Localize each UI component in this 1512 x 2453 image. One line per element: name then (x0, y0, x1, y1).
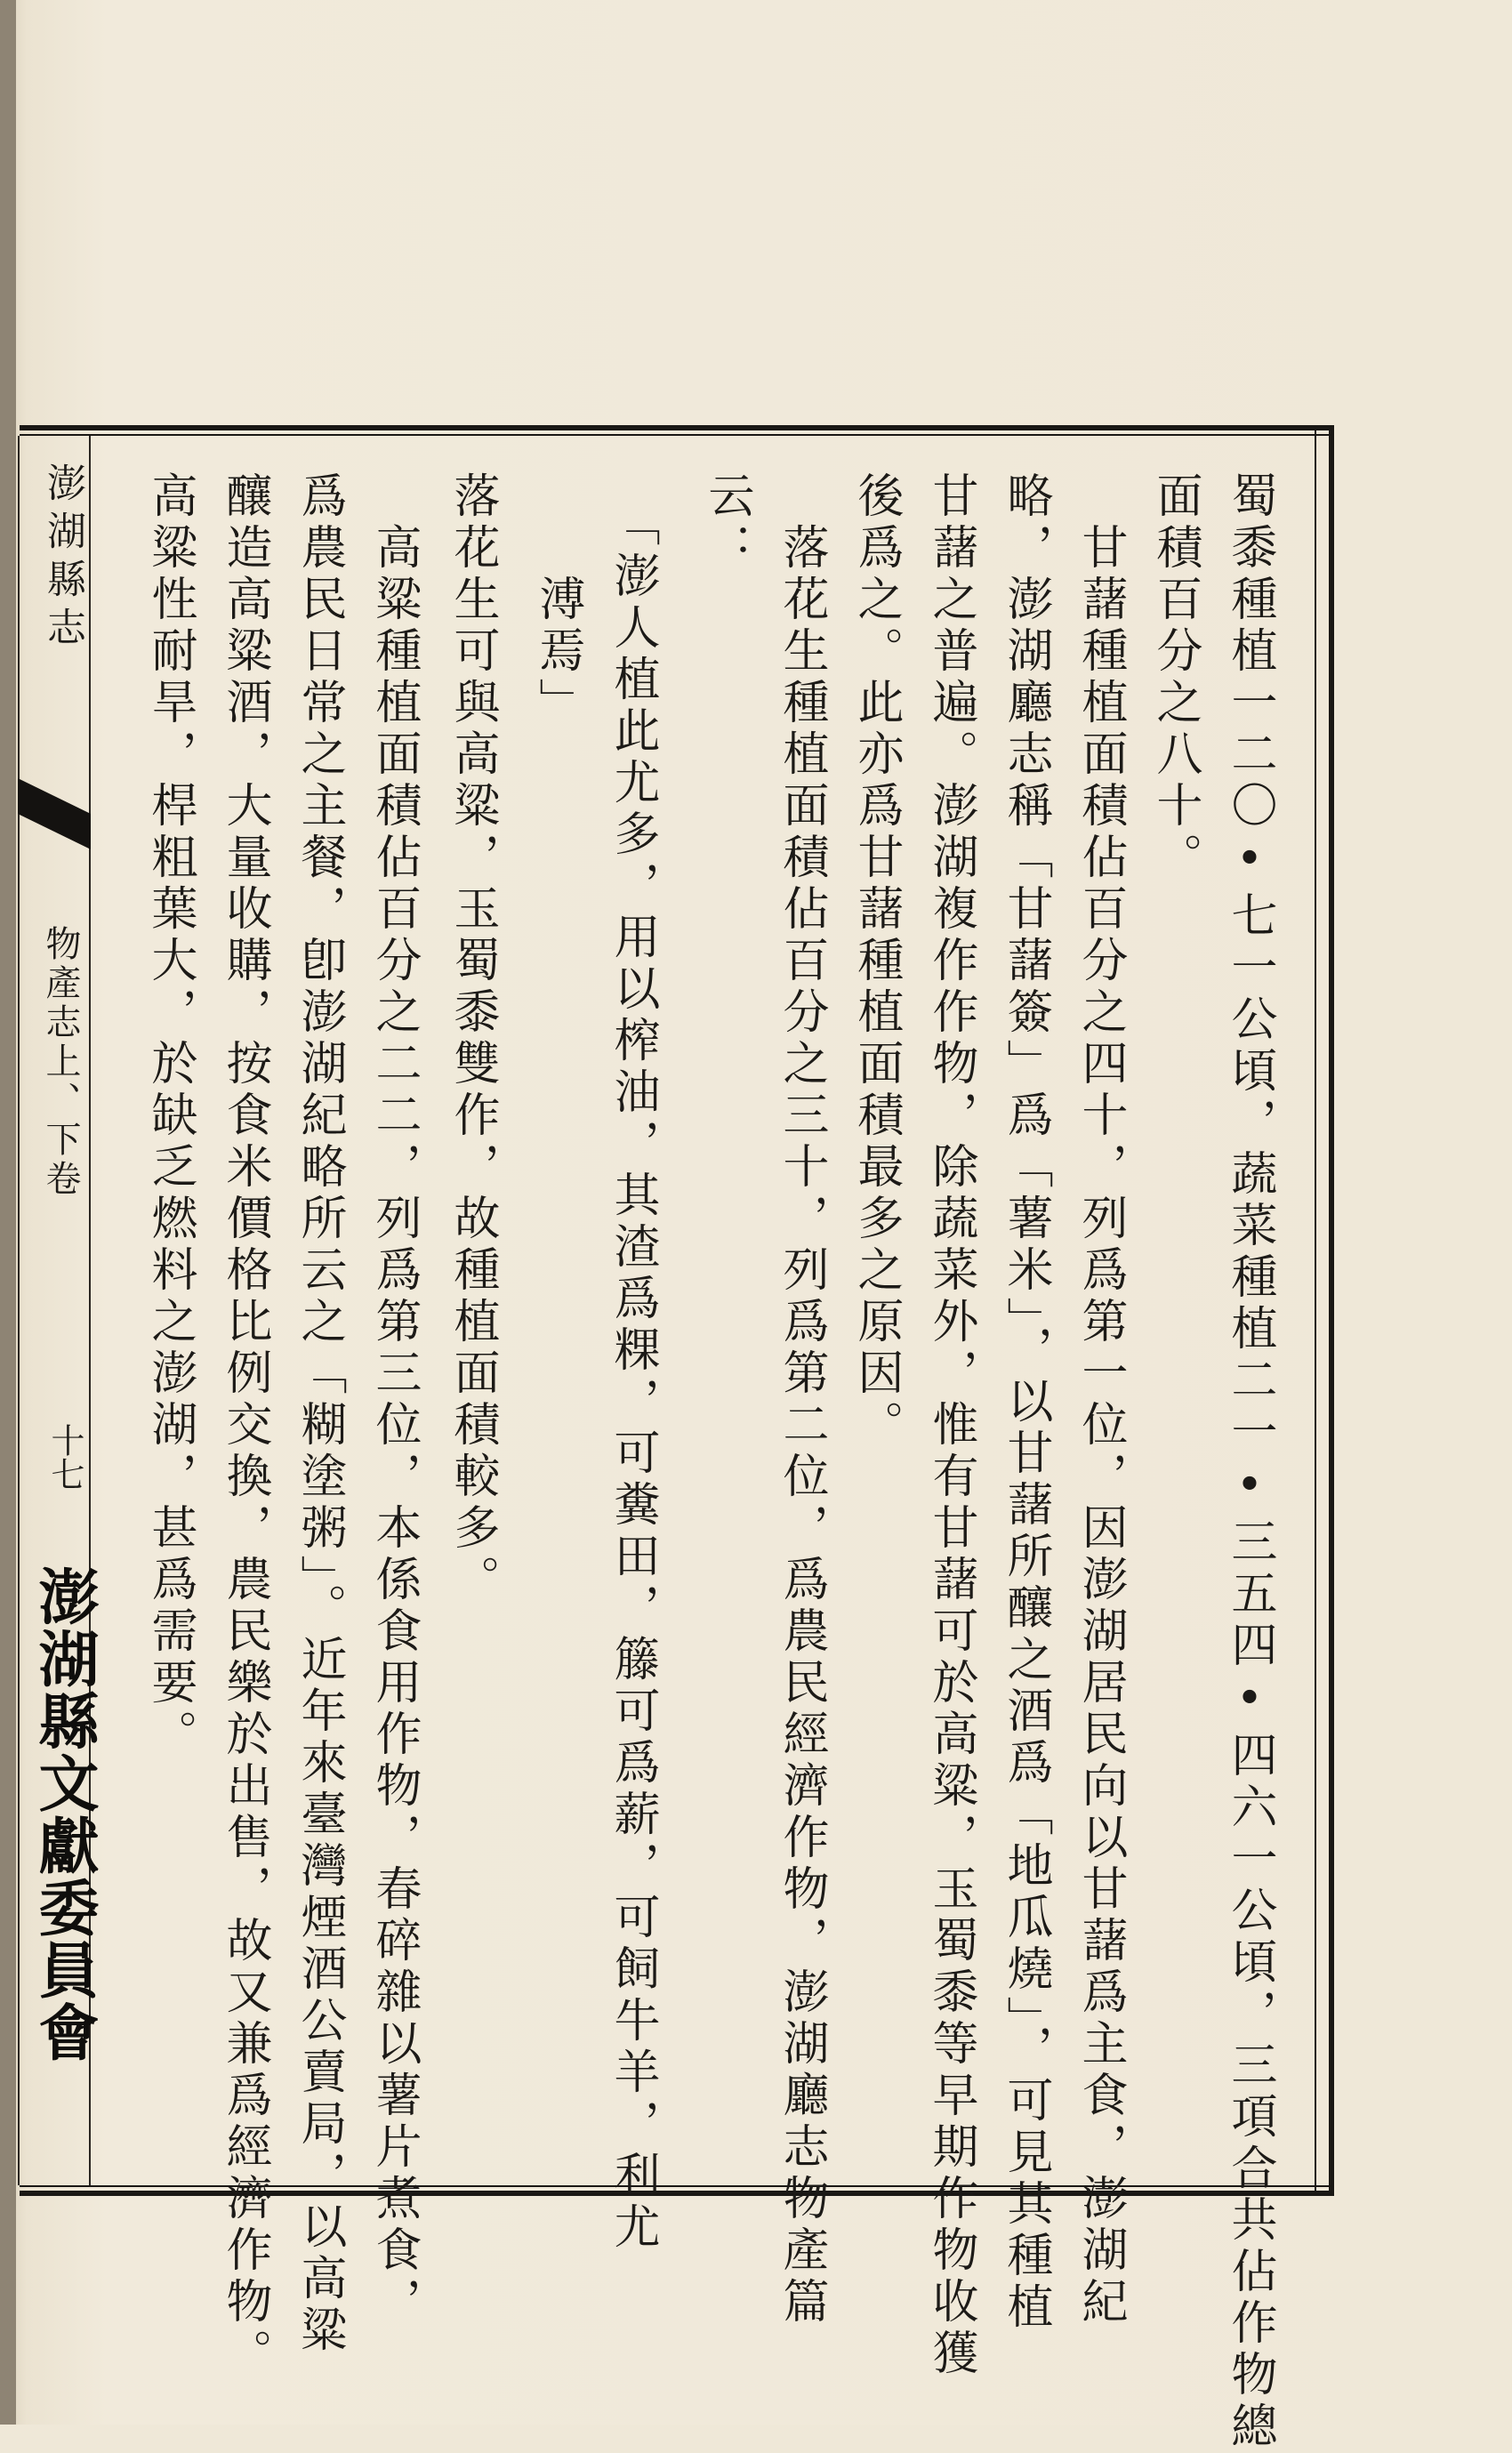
body-column-11: 落花生可與高粱，玉蜀黍雙作，故種植面積較多。 (446, 471, 499, 1606)
body-column-4: 略，澎湖廳志稱「甘藷簽」爲「薯米」，以甘藷所釀之酒爲「地瓜燒」，可見其種植 (999, 471, 1052, 2334)
body-column-15: 高粱性耐旱，桿粗葉大，於缺乏燃料之澎湖，甚爲需要。 (143, 471, 197, 1761)
frame-top-border (20, 425, 1334, 436)
body-column-3: 甘藷種植面積佔百分之四十，列爲第一位，因澎湖居民向以甘藷爲主食，澎湖紀 (1074, 471, 1127, 2328)
body-column-13: 爲農民日常之主餐，卽澎湖紀略所云之「糊塗粥」。近年來臺灣煙酒公賣局，以高粱 (293, 471, 346, 2357)
margin-publisher: 澎湖縣文獻委員會 (28, 1565, 100, 2063)
body-column-12: 高粱種植面積佔百分之二二，列爲第三位，本係食用作物，春碎雜以薯片煮食， (367, 471, 421, 2328)
margin-section-title: 物產志上、下卷 (40, 925, 81, 1199)
body-column-14: 釀造高粱酒，大量收購，按食米價格比例交換，農民樂於出售，故又兼爲經濟作物。 (218, 471, 271, 2380)
margin-book-title: 澎湖縣志 (40, 462, 85, 655)
body-column-5: 甘藷之普遍。澎湖複作作物，除蔬菜外，惟有甘藷可於高粱，玉蜀黍等早期作物收獲 (924, 471, 977, 2380)
margin-column-outer-rule (18, 436, 20, 2185)
body-column-7: 落花生種植面積佔百分之三十，列爲第二位，爲農民經濟作物，澎湖廳志物產篇 (775, 471, 828, 2328)
body-column-8: 云： (700, 471, 753, 575)
body-column-1: 蜀黍種植一二〇•七一公頃，蔬菜種植二一•三五四•四六一公頃，三項合共佔作物總 (1223, 471, 1276, 2453)
body-column-2: 面積百分之八十。 (1148, 471, 1202, 884)
body-column-6: 後爲之。此亦爲甘藷種植面積最多之原因。 (849, 471, 903, 1452)
frame-right-border (1315, 425, 1334, 2196)
margin-page-number: 十七 (45, 1423, 84, 1491)
fish-tail-ornament-icon (18, 778, 91, 849)
body-column-10: 溥焉」 (531, 471, 584, 729)
book-spine (0, 0, 16, 2425)
body-column-9: 「澎人植此尤多，用以榨油，其渣爲粿，可糞田，籐可爲薪，可飼牛羊，利尤 (606, 471, 659, 2254)
